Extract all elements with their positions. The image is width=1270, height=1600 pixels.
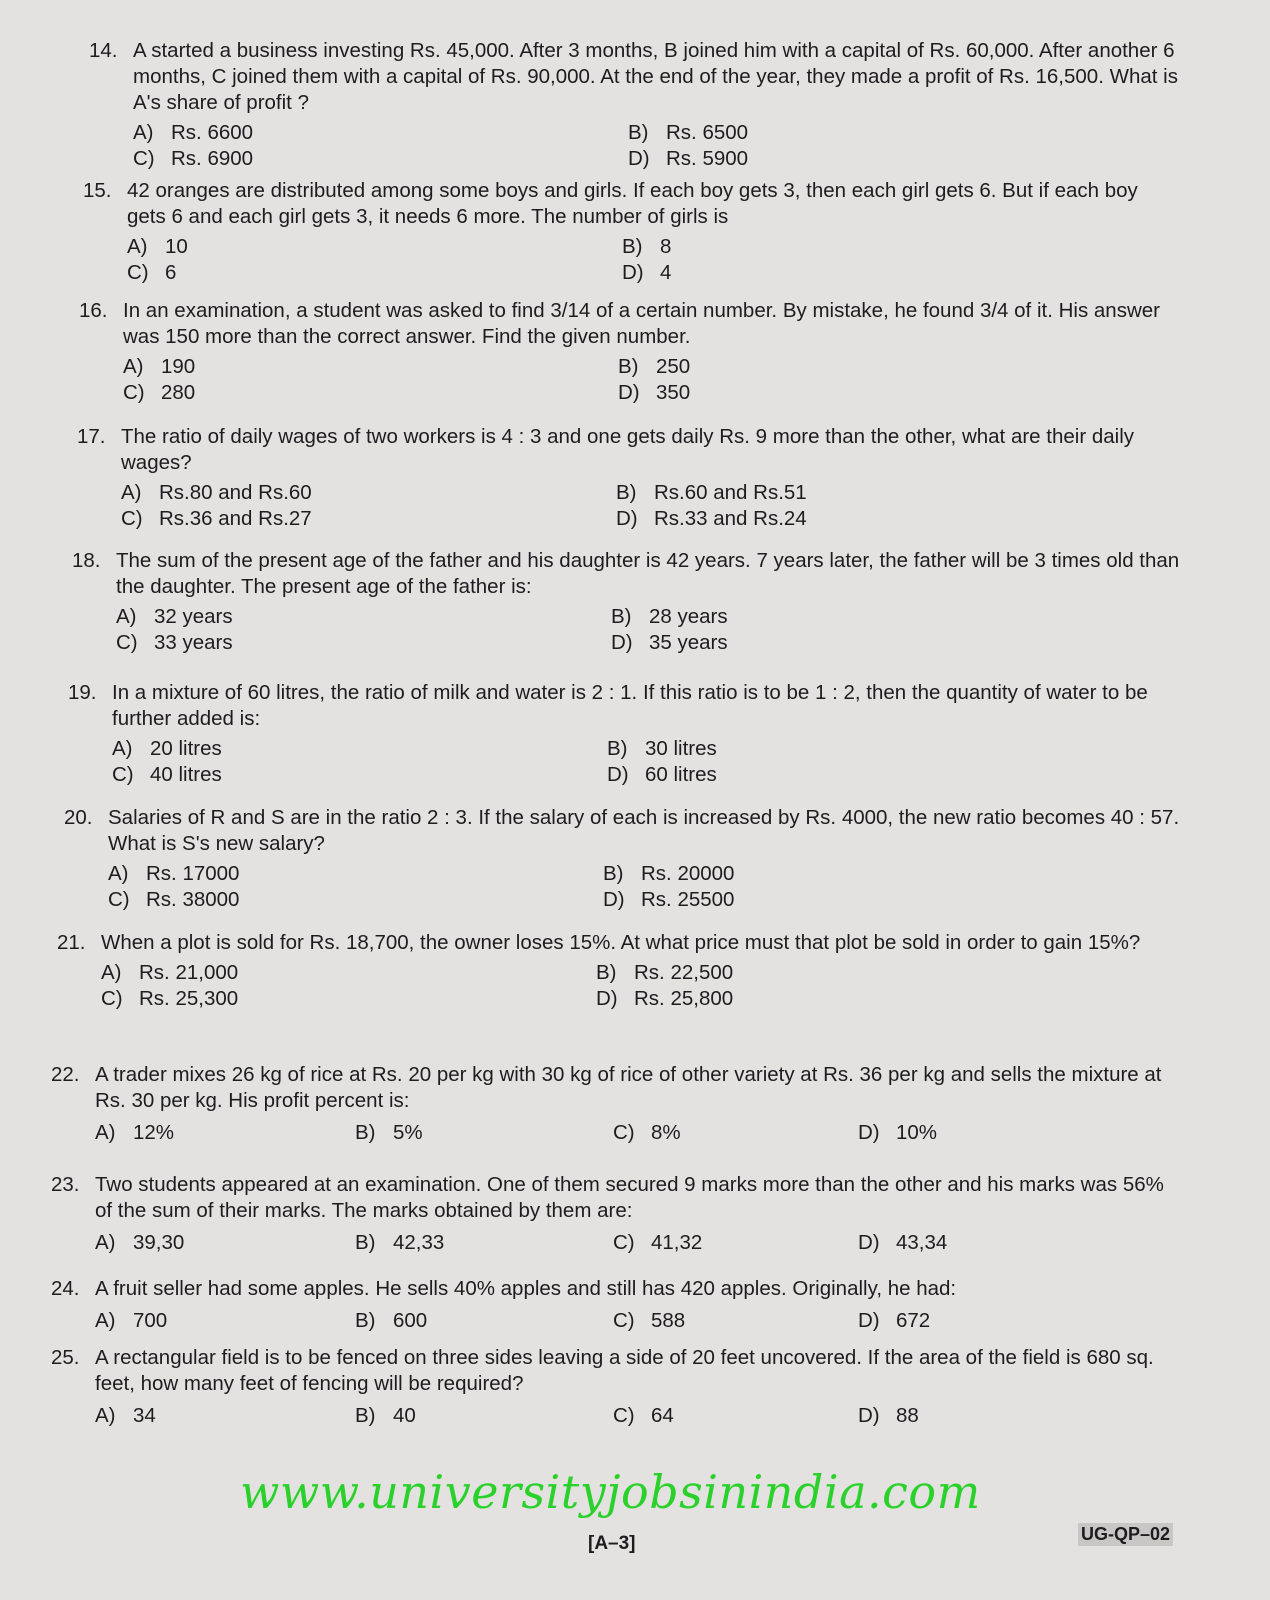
answer-option: [858, 1120, 1180, 1146]
question-number: 14.: [89, 39, 118, 62]
answer-option: [613, 1403, 858, 1429]
answer-option: [618, 354, 1180, 380]
answer-option: [116, 604, 611, 630]
answer-option: [628, 146, 1180, 172]
question: [51, 1276, 1180, 1334]
options: [112, 736, 1180, 788]
option-label: B): [622, 235, 643, 258]
question-text: A fruit seller had some apples. He sells 40% apples and still has 420 apples. Originally, he had:: [95, 1277, 957, 1300]
answer-option: [95, 1230, 355, 1256]
question-text: Salaries of R and S are in the ratio 2 : 3. If the salary of each is increased by Rs. 4000, the new ratio becomes 40 : 57. What is S's new salary?: [108, 806, 1180, 855]
question: [79, 298, 1180, 406]
answer-option: [121, 480, 616, 506]
option-text: 4: [660, 261, 672, 284]
option-text: Rs. 25,300: [139, 987, 239, 1010]
option-label: C): [112, 763, 134, 786]
option-label: A): [108, 862, 129, 885]
option-text: 190: [161, 355, 196, 378]
option-label: A): [95, 1231, 116, 1254]
option-label: A): [123, 355, 144, 378]
option-text: 64: [651, 1404, 674, 1427]
option-label: D): [622, 261, 644, 284]
question-text: In a mixture of 60 litres, the ratio of milk and water is 2 : 1. If this ratio is to be 1 : 2, then the quantity of water to be further added is:: [112, 681, 1148, 730]
option-text: 43,34: [896, 1231, 948, 1254]
option-text: 6: [165, 261, 177, 284]
option-text: 5%: [393, 1121, 423, 1144]
option-label: D): [858, 1404, 880, 1427]
question-number: 17.: [77, 425, 106, 448]
option-text: 33 years: [154, 631, 233, 654]
option-text: Rs. 20000: [641, 862, 735, 885]
question-text: When a plot is sold for Rs. 18,700, the owner loses 15%. At what price must that plot be sold in order to gain 15%?: [101, 931, 1141, 954]
options: [108, 861, 1180, 913]
option-text: 28 years: [649, 605, 728, 628]
option-label: C): [121, 507, 143, 530]
options: [127, 234, 1180, 286]
question-number: 19.: [68, 681, 97, 704]
answer-option: [121, 506, 616, 532]
option-text: 35 years: [649, 631, 728, 654]
question: [51, 1345, 1180, 1429]
answer-option: [116, 630, 611, 656]
option-label: D): [596, 987, 618, 1010]
option-text: Rs. 38000: [146, 888, 240, 911]
question-text: In an examination, a student was asked to find 3/14 of a certain number. By mistake, he found 3/4 of it. His answer was 150 more than the correct answer. Find the given number.: [123, 299, 1160, 348]
option-label: C): [101, 987, 123, 1010]
option-text: 350: [656, 381, 691, 404]
option-text: 10: [165, 235, 188, 258]
option-label: A): [127, 235, 148, 258]
answer-option: [611, 604, 1180, 630]
answer-option: [95, 1403, 355, 1429]
option-text: Rs.60 and Rs.51: [654, 481, 807, 504]
option-text: Rs.33 and Rs.24: [654, 507, 807, 530]
option-text: Rs. 22,500: [634, 961, 734, 984]
option-label: B): [355, 1309, 376, 1332]
option-text: Rs. 21,000: [139, 961, 239, 984]
option-label: B): [603, 862, 624, 885]
answer-option: [133, 146, 628, 172]
answer-option: [618, 380, 1180, 406]
answer-option: [858, 1230, 1180, 1256]
question-text: 42 oranges are distributed among some boys and girls. If each boy gets 3, then each girl gets 6. But if each boy gets 6 and each girl gets 3, it needs 6 more. The number of girls is: [127, 179, 1138, 228]
option-label: A): [112, 737, 133, 760]
answer-option: [858, 1403, 1180, 1429]
option-text: 32 years: [154, 605, 233, 628]
question-number: 23.: [51, 1173, 80, 1196]
options: [123, 354, 1180, 406]
answer-option: [628, 120, 1180, 146]
answer-option: [355, 1308, 613, 1334]
option-text: Rs. 6500: [666, 121, 749, 144]
option-label: C): [123, 381, 145, 404]
option-text: 600: [393, 1309, 428, 1332]
question-text: A trader mixes 26 kg of rice at Rs. 20 per kg with 30 kg of rice of other variety at Rs. 36 per kg and sells the mixture at Rs. 30 per kg. His profit percent is:: [95, 1063, 1162, 1112]
option-text: 12%: [133, 1121, 175, 1144]
option-label: C): [613, 1309, 635, 1332]
option-text: 8%: [651, 1121, 681, 1144]
answer-option: [596, 960, 1180, 986]
option-text: 20 litres: [150, 737, 222, 760]
option-label: D): [607, 763, 629, 786]
option-text: 10%: [896, 1121, 938, 1144]
option-label: A): [116, 605, 137, 628]
options: [95, 1308, 1180, 1334]
answer-option: [611, 630, 1180, 656]
answer-option: [95, 1308, 355, 1334]
question: [51, 1062, 1180, 1146]
answer-option: [112, 762, 607, 788]
options: [95, 1230, 1180, 1256]
option-text: 41,32: [651, 1231, 703, 1254]
answer-option: [101, 986, 596, 1012]
options: [121, 480, 1180, 532]
paper-code: UG-QP–02: [1078, 1523, 1173, 1546]
question-text: Two students appeared at an examination. One of them secured 9 marks more than the other and his marks was 56% of the sum of their marks. The marks obtained by them are:: [95, 1173, 1164, 1222]
answer-option: [607, 736, 1180, 762]
option-text: Rs. 17000: [146, 862, 240, 885]
option-label: D): [628, 147, 650, 170]
question-text: The ratio of daily wages of two workers is 4 : 3 and one gets daily Rs. 9 more than the other, what are their daily wages?: [121, 425, 1134, 474]
options: [101, 960, 1180, 1012]
option-text: Rs.36 and Rs.27: [159, 507, 312, 530]
question: [83, 178, 1180, 286]
answer-option: [127, 234, 622, 260]
option-text: 588: [651, 1309, 686, 1332]
question-number: 18.: [72, 549, 101, 572]
answer-option: [603, 861, 1180, 887]
answer-option: [133, 120, 628, 146]
option-label: B): [618, 355, 639, 378]
answer-option: [355, 1230, 613, 1256]
option-text: 30 litres: [645, 737, 717, 760]
option-label: B): [355, 1404, 376, 1427]
option-text: 700: [133, 1309, 168, 1332]
option-text: 280: [161, 381, 196, 404]
question-text: The sum of the present age of the father and his daughter is 42 years. 7 years later, the father will be 3 times old than the daughter. The present age of the father is:: [116, 549, 1180, 598]
answer-option: [101, 960, 596, 986]
option-label: A): [95, 1121, 116, 1144]
answer-option: [858, 1308, 1180, 1334]
option-label: B): [628, 121, 649, 144]
answer-option: [127, 260, 622, 286]
option-text: 88: [896, 1404, 919, 1427]
option-text: 39,30: [133, 1231, 185, 1254]
option-label: D): [858, 1309, 880, 1332]
options: [95, 1120, 1180, 1146]
page-number: [A–3]: [588, 1533, 636, 1554]
option-label: B): [355, 1121, 376, 1144]
question: [72, 548, 1180, 656]
question-text: A started a business investing Rs. 45,000. After 3 months, B joined him with a capital of Rs. 60,000. After another 6 months, C joined them with a capital of Rs. 90,000. At the end of the year, they made a profit of Rs. 16,500. What is A's share of profit ?: [133, 39, 1178, 114]
answer-option: [596, 986, 1180, 1012]
answer-option: [613, 1230, 858, 1256]
answer-option: [616, 506, 1180, 532]
question-number: 16.: [79, 299, 108, 322]
option-text: 40: [393, 1404, 416, 1427]
question-number: 22.: [51, 1063, 80, 1086]
answer-option: [108, 861, 603, 887]
option-label: A): [121, 481, 142, 504]
question: [68, 680, 1180, 788]
options: [95, 1403, 1180, 1429]
question-number: 20.: [64, 806, 93, 829]
option-text: 60 litres: [645, 763, 717, 786]
option-text: Rs. 5900: [666, 147, 749, 170]
option-text: Rs. 25,800: [634, 987, 734, 1010]
option-label: A): [101, 961, 122, 984]
question-number: 24.: [51, 1277, 80, 1300]
option-label: A): [95, 1404, 116, 1427]
option-label: D): [616, 507, 638, 530]
option-label: D): [858, 1231, 880, 1254]
answer-option: [613, 1120, 858, 1146]
answer-option: [95, 1120, 355, 1146]
option-label: D): [611, 631, 633, 654]
option-label: C): [133, 147, 155, 170]
option-text: Rs. 6900: [171, 147, 254, 170]
question-number: 21.: [57, 931, 86, 954]
watermark-url: www.universityjobsinindia.com: [240, 1465, 981, 1519]
option-label: A): [95, 1309, 116, 1332]
question: [64, 805, 1180, 913]
question: [89, 38, 1180, 172]
question: [77, 424, 1180, 532]
option-label: A): [133, 121, 154, 144]
option-label: D): [618, 381, 640, 404]
answer-option: [355, 1403, 613, 1429]
answer-option: [112, 736, 607, 762]
question-number: 15.: [83, 179, 112, 202]
option-text: 8: [660, 235, 672, 258]
option-label: B): [596, 961, 617, 984]
option-label: B): [607, 737, 628, 760]
option-label: C): [108, 888, 130, 911]
options: [116, 604, 1180, 656]
option-label: C): [613, 1404, 635, 1427]
option-label: D): [858, 1121, 880, 1144]
answer-option: [622, 260, 1180, 286]
answer-option: [603, 887, 1180, 913]
option-text: 672: [896, 1309, 931, 1332]
option-label: C): [116, 631, 138, 654]
option-label: B): [611, 605, 632, 628]
answer-option: [622, 234, 1180, 260]
options: [133, 120, 1180, 172]
option-text: Rs. 6600: [171, 121, 254, 144]
answer-option: [355, 1120, 613, 1146]
answer-option: [123, 380, 618, 406]
option-label: C): [613, 1121, 635, 1144]
answer-option: [613, 1308, 858, 1334]
option-label: C): [613, 1231, 635, 1254]
option-text: 42,33: [393, 1231, 445, 1254]
answer-option: [607, 762, 1180, 788]
option-label: C): [127, 261, 149, 284]
option-text: Rs. 25500: [641, 888, 735, 911]
question-number: 25.: [51, 1346, 80, 1369]
option-label: D): [603, 888, 625, 911]
option-text: Rs.80 and Rs.60: [159, 481, 312, 504]
question: [57, 930, 1180, 1012]
option-text: 40 litres: [150, 763, 222, 786]
option-text: 250: [656, 355, 691, 378]
question: [51, 1172, 1180, 1256]
answer-option: [108, 887, 603, 913]
option-label: B): [355, 1231, 376, 1254]
question-text: A rectangular field is to be fenced on three sides leaving a side of 20 feet uncovered. If the area of the field is 680 sq. feet, how many feet of fencing will be required?: [95, 1346, 1154, 1395]
answer-option: [616, 480, 1180, 506]
answer-option: [123, 354, 618, 380]
option-text: 34: [133, 1404, 156, 1427]
option-label: B): [616, 481, 637, 504]
